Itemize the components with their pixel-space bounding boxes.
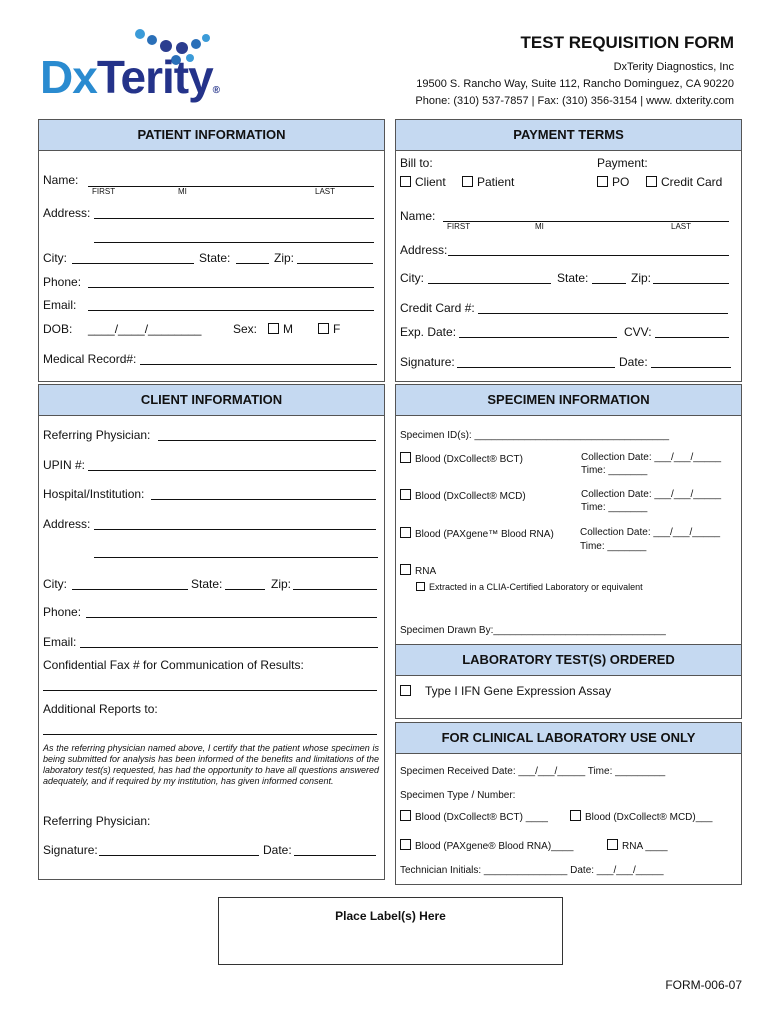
patient-phone-label: Phone: [43, 275, 82, 289]
bill-patient-label: Patient [477, 175, 515, 189]
specimen-mcd-option[interactable] [400, 489, 526, 502]
bct-collection-date[interactable]: Collection Date: ___/___/_____ [581, 452, 722, 463]
form-number: FORM-006-07 [665, 978, 742, 992]
payer-date-label: Date: [619, 355, 648, 369]
patient-heading: PATIENT INFORMATION [38, 119, 385, 151]
checkbox-icon[interactable] [400, 527, 411, 538]
received-date[interactable]: Specimen Received Date: ___/___/_____ Time: _________ [400, 766, 666, 777]
upin-label: UPIN #: [43, 458, 86, 472]
pay-cc-label: Credit Card [661, 175, 723, 189]
physician-signature-label: Signature: [43, 843, 98, 857]
payer-date-field[interactable] [651, 367, 731, 368]
additional-reports-field[interactable] [43, 734, 377, 735]
physician-date-label: Date: [263, 843, 292, 857]
clinical-pax-label: Blood (PAXgene® Blood RNA)____ [415, 841, 574, 852]
client-address-label: Address: [43, 517, 91, 531]
payer-signature-field[interactable] [457, 367, 615, 368]
upin-field[interactable] [88, 470, 376, 471]
client-city-label: City: [43, 577, 67, 591]
patient-zip-label: Zip: [274, 251, 295, 265]
payer-address-field[interactable] [448, 255, 729, 256]
specimen-drawn-by[interactable]: Specimen Drawn By:_______________________________ [400, 625, 666, 636]
payer-signature-label: Signature: [400, 355, 455, 369]
mcd-collection-date[interactable]: Collection Date: ___/___/_____ [581, 489, 722, 500]
patient-last-label: LAST [315, 187, 336, 196]
clinical-rna-option[interactable] [607, 839, 668, 852]
payer-state-label: State: [557, 271, 589, 285]
patient-phone-field[interactable] [88, 287, 374, 288]
pay-cc-option[interactable] [646, 175, 722, 189]
specimen-type-label: Specimen Type / Number: [400, 790, 516, 801]
sex-m-label: M [283, 322, 293, 336]
checkbox-icon[interactable] [462, 176, 473, 187]
specimen-rna-label: RNA [415, 566, 437, 577]
physician-signature-field[interactable] [99, 855, 259, 856]
ifn-assay-option[interactable] [400, 684, 611, 698]
physician-date-field[interactable] [294, 855, 376, 856]
label-box[interactable] [218, 897, 563, 965]
checkbox-icon[interactable] [400, 839, 411, 850]
fax-label: Confidential Fax # for Communication of Results: [43, 658, 304, 672]
clinical-bct-option[interactable] [400, 810, 548, 823]
mcd-collection-time[interactable]: Time: _______ [581, 502, 648, 513]
bill-client-option[interactable] [400, 175, 446, 189]
form-title: TEST REQUISITION FORM [520, 33, 734, 52]
certification-text: As the referring physician named above, I certify that the patient whose specimen is being submitted for analysis has been informed of the benefits and limitations of the laboratory test(s) requested, has had the opportunity to have all questions answered adequately, and if required by my institution, has given informed consent. [43, 743, 379, 786]
label-box-text: Place Label(s) Here [335, 909, 446, 923]
referring-physician-2-label: Referring Physician: [43, 814, 151, 828]
checkbox-icon[interactable] [400, 564, 411, 575]
clinical-bct-label: Blood (DxCollect® BCT) ____ [415, 812, 548, 823]
client-zip-field[interactable] [293, 589, 377, 590]
clinical-mcd-label: Blood (DxCollect® MCD)___ [585, 812, 713, 823]
payer-city-label: City: [400, 271, 424, 285]
referring-physician-label: Referring Physician: [43, 428, 151, 442]
checkbox-icon[interactable] [400, 452, 411, 463]
payer-name-label: Name: [400, 209, 436, 223]
patient-dob-field[interactable]: ____/____/________ [88, 322, 202, 336]
logo-terity: Terity [96, 51, 213, 103]
exp-date-label: Exp. Date: [400, 325, 457, 339]
pax-collection-time[interactable]: Time: _______ [580, 541, 647, 552]
bct-collection-time[interactable]: Time: _______ [581, 465, 648, 476]
company-address: 19500 S. Rancho Way, Suite 112, Rancho Dominguez, CA 90220 [416, 78, 734, 90]
clinical-pax-option[interactable] [400, 839, 573, 852]
patient-city-label: City: [43, 251, 67, 265]
patient-name-label: Name: [43, 173, 79, 187]
patient-dob-label: DOB: [43, 322, 73, 336]
specimen-pax-option[interactable] [400, 527, 554, 540]
payer-state-field[interactable] [592, 283, 626, 284]
clinical-mcd-option[interactable] [570, 810, 712, 823]
bill-client-label: Client [415, 175, 446, 189]
exp-date-field[interactable] [459, 337, 617, 338]
payer-first-label: FIRST [447, 222, 471, 231]
checkbox-icon[interactable] [268, 323, 279, 334]
client-address-field-2[interactable] [94, 557, 378, 558]
clinical-heading: FOR CLINICAL LABORATORY USE ONLY [395, 722, 742, 754]
checkbox-icon[interactable] [607, 839, 618, 850]
payer-zip-label: Zip: [631, 271, 652, 285]
specimen-rna-option[interactable] [400, 564, 436, 577]
client-state-label: State: [191, 577, 223, 591]
logo-reg: ® [212, 85, 220, 96]
cvv-label: CVV: [624, 325, 652, 339]
client-heading: CLIENT INFORMATION [38, 384, 385, 416]
patient-mrn-label: Medical Record#: [43, 352, 137, 366]
checkbox-icon[interactable] [400, 489, 411, 500]
bill-patient-option[interactable] [462, 175, 514, 189]
pay-po-option[interactable] [597, 175, 629, 189]
payment-heading: PAYMENT TERMS [395, 119, 742, 151]
specimen-pax-label: Blood (PAXgene™ Blood RNA) [415, 529, 554, 540]
payer-city-field[interactable] [428, 283, 551, 284]
lab-heading: LABORATORY TEST(S) ORDERED [395, 644, 742, 676]
credit-card-field[interactable] [478, 313, 728, 314]
rna-extracted-option[interactable] [416, 582, 643, 592]
company-contact: Phone: (310) 537-7857 | Fax: (310) 356-3154 | www. dxterity.com [415, 95, 734, 107]
company-logo [40, 28, 230, 108]
client-phone-label: Phone: [43, 605, 82, 619]
checkbox-icon[interactable] [400, 685, 411, 696]
sex-f-label: F [333, 322, 341, 336]
sex-f-option[interactable] [318, 322, 340, 336]
client-city-field[interactable] [72, 589, 188, 590]
checkbox-icon[interactable] [597, 176, 608, 187]
client-email-label: Email: [43, 635, 77, 649]
payment-label: Payment: [597, 156, 648, 170]
sex-m-option[interactable] [268, 322, 293, 336]
hospital-label: Hospital/Institution: [43, 487, 145, 501]
patient-zip-field[interactable] [297, 263, 373, 264]
payer-address-label: Address: [400, 243, 448, 257]
patient-address-label: Address: [43, 206, 91, 220]
technician-initials[interactable]: Technician Initials: _______________ Date: ___/___/_____ [400, 865, 664, 876]
checkbox-icon[interactable] [416, 582, 425, 591]
patient-email-field[interactable] [88, 310, 374, 311]
payer-mi-label: MI [535, 222, 544, 231]
payer-last-label: LAST [671, 222, 692, 231]
specimen-ids[interactable]: Specimen ID(s): ___________________________________ [400, 430, 670, 441]
hospital-field[interactable] [151, 499, 376, 500]
patient-state-field[interactable] [236, 263, 269, 264]
specimen-mcd-label: Blood (DxCollect® MCD) [415, 491, 526, 502]
patient-sex-label: Sex: [233, 322, 258, 336]
patient-address-field-2[interactable] [94, 242, 374, 243]
patient-address-field[interactable] [94, 218, 374, 219]
client-address-field[interactable] [94, 529, 376, 530]
specimen-bct-option[interactable] [400, 452, 523, 465]
checkbox-icon[interactable] [646, 176, 657, 187]
checkbox-icon[interactable] [400, 810, 411, 821]
patient-city-field[interactable] [72, 263, 194, 264]
patient-email-label: Email: [43, 298, 77, 312]
pax-collection-date[interactable]: Collection Date: ___/___/_____ [580, 527, 721, 538]
client-section [38, 384, 385, 880]
company-name: DxTerity Diagnostics, Inc [613, 61, 734, 73]
patient-state-label: State: [199, 251, 231, 265]
ifn-assay-label: Type I IFN Gene Expression Assay [425, 684, 612, 698]
client-phone-field[interactable] [86, 617, 377, 618]
fax-field[interactable] [43, 690, 377, 691]
payer-zip-field[interactable] [653, 283, 729, 284]
patient-mrn-field[interactable] [140, 364, 377, 365]
client-email-field[interactable] [80, 647, 378, 648]
pay-po-label: PO [612, 175, 630, 189]
rna-extracted-label: Extracted in a CLIA-Certified Laboratory or equivalent [429, 582, 643, 592]
clinical-rna-label: RNA ____ [622, 841, 668, 852]
checkbox-icon[interactable] [570, 810, 581, 821]
patient-first-label: FIRST [92, 187, 116, 196]
patient-mi-label: MI [178, 187, 187, 196]
bill-to-label: Bill to: [400, 156, 433, 170]
credit-card-label: Credit Card #: [400, 301, 475, 315]
specimen-heading: SPECIMEN INFORMATION [395, 384, 742, 416]
logo-dx: Dx [40, 51, 97, 103]
referring-physician-field[interactable] [158, 440, 376, 441]
additional-reports-label: Additional Reports to: [43, 702, 158, 716]
cvv-field[interactable] [655, 337, 729, 338]
checkbox-icon[interactable] [400, 176, 411, 187]
specimen-section [395, 384, 742, 646]
specimen-bct-label: Blood (DxCollect® BCT) [415, 454, 523, 465]
checkbox-icon[interactable] [318, 323, 329, 334]
client-zip-label: Zip: [271, 577, 292, 591]
client-state-field[interactable] [225, 589, 265, 590]
